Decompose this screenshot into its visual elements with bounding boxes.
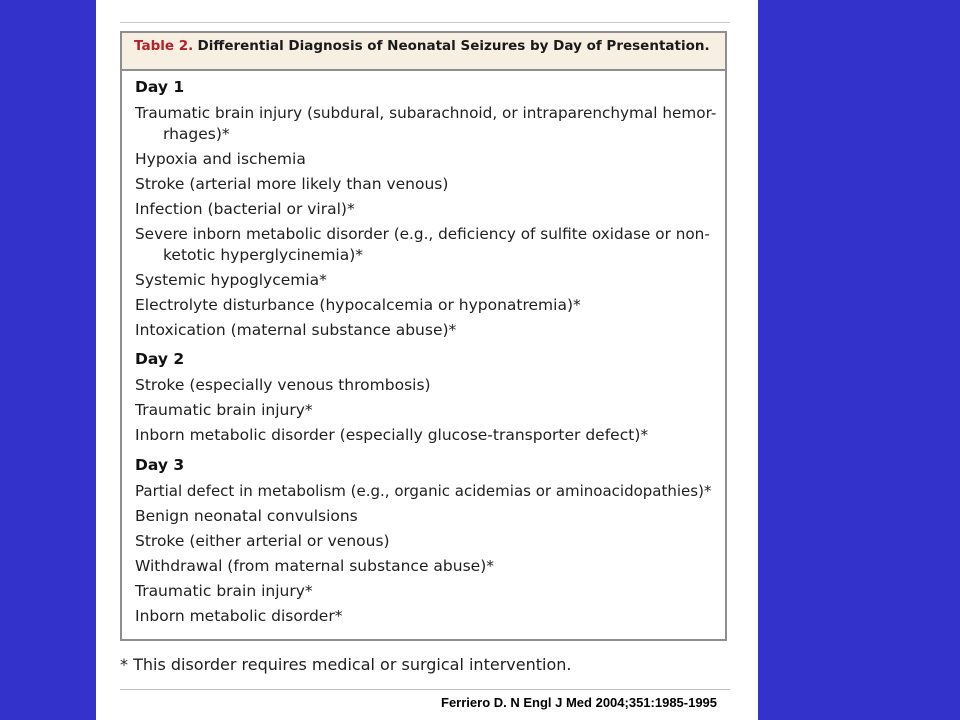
list-item: Withdrawal (from maternal substance abuse)*	[135, 557, 494, 575]
list-item: Stroke (either arterial or venous)	[135, 532, 390, 550]
list-item: Electrolyte disturbance (hypocalcemia or hyponatremia)*	[135, 296, 581, 314]
list-item: Intoxication (maternal substance abuse)*	[135, 321, 457, 339]
top-rule	[120, 22, 730, 23]
list-item-continuation: ketotic hyperglycinemia)*	[163, 246, 364, 264]
list-item-continuation: rhages)*	[163, 125, 230, 143]
table-label: Table 2.	[134, 38, 194, 54]
list-item: Inborn metabolic disorder*	[135, 607, 343, 625]
table-footnote: * This disorder requires medical or surgical intervention.	[120, 655, 572, 674]
citation: Ferriero D. N Engl J Med 2004;351:1985-1995	[441, 695, 718, 710]
diagnosis-table	[120, 31, 727, 641]
table-header	[122, 33, 725, 71]
list-item: Traumatic brain injury (subdural, subarachnoid, or intraparenchymal hemor-	[135, 104, 717, 122]
day-1-heading: Day 1	[135, 78, 185, 96]
list-item: Systemic hypoglycemia*	[135, 271, 327, 289]
day-3-heading: Day 3	[135, 456, 185, 474]
bottom-rule	[120, 689, 730, 690]
list-item: Infection (bacterial or viral)*	[135, 200, 355, 218]
list-item: Benign neonatal convulsions	[135, 507, 358, 525]
list-item: Inborn metabolic disorder (especially glucose-transporter defect)*	[135, 426, 649, 444]
table-title	[134, 38, 710, 54]
list-item: Hypoxia and ischemia	[135, 150, 306, 168]
list-item: Stroke (arterial more likely than venous)	[135, 175, 449, 193]
list-item: Severe inborn metabolic disorder (e.g., deficiency of sulfite oxidase or non-	[135, 225, 710, 243]
list-item: Traumatic brain injury*	[135, 582, 313, 600]
list-item: Traumatic brain injury*	[135, 401, 313, 419]
table-title-text: Differential Diagnosis of Neonatal Seizures by Day of Presentation.	[197, 38, 710, 54]
list-item: Partial defect in metabolism (e.g., organic acidemias or aminoacidopathies)*	[135, 482, 712, 500]
list-item: Stroke (especially venous thrombosis)	[135, 376, 431, 394]
day-2-heading: Day 2	[135, 350, 185, 368]
